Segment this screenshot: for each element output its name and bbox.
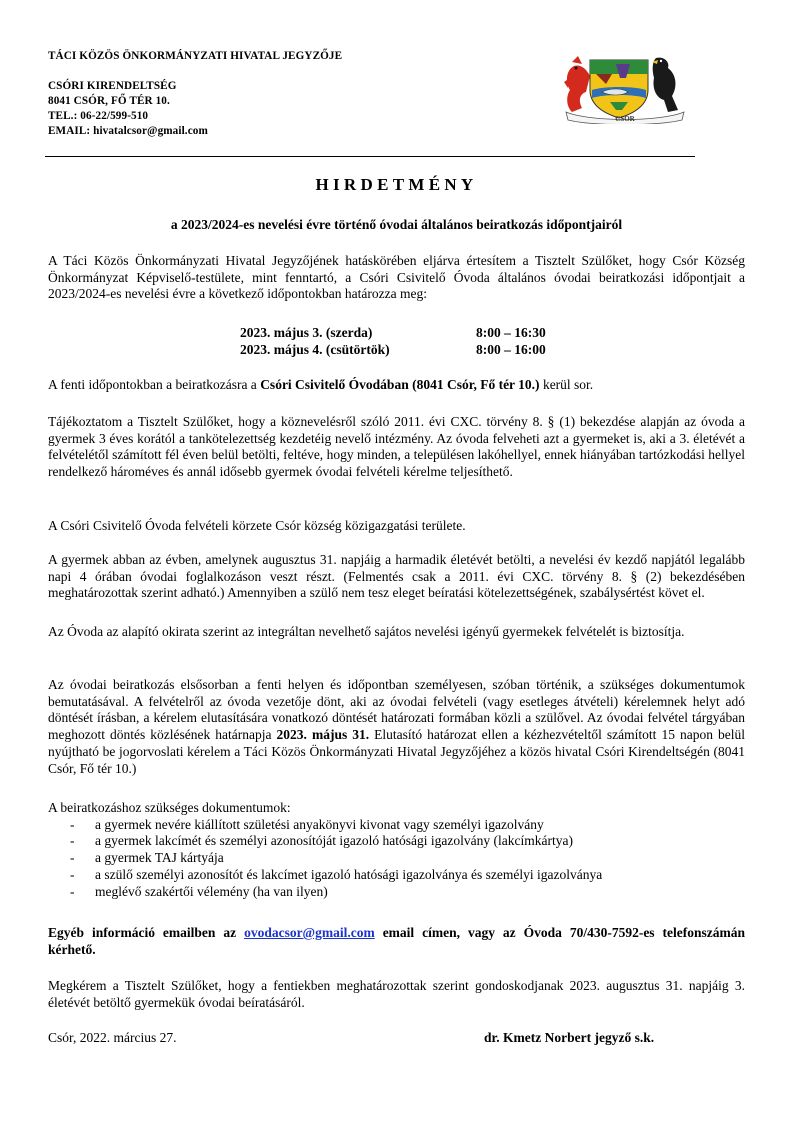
bullet-dash: -	[70, 816, 75, 832]
procedure-paragraph	[48, 677, 745, 777]
office-contact-block	[48, 79, 208, 139]
bullet-dash: -	[70, 850, 75, 866]
document-subtitle: a 2023/2024-es nevelési évre történő óvodai általános beiratkozás időpontjairól	[170, 217, 623, 232]
bullet-dash: -	[70, 866, 75, 882]
signature: dr. Kmetz Norbert jegyző s.k.	[484, 1030, 655, 1045]
branch-name: CSÓRI KIRENDELTSÉG	[48, 80, 177, 92]
schedule-date: 2023. május 4. (csütörtök)	[240, 341, 390, 357]
bullet-dash: -	[70, 883, 75, 899]
documents-heading: A beiratkozáshoz szükséges dokumentumok:	[48, 800, 291, 815]
branch-email: EMAIL: hivatalcsor@gmail.com	[48, 125, 208, 137]
raven-icon	[652, 58, 678, 112]
location-pre: A fenti időpontokban a beiratkozásra a	[48, 377, 261, 392]
list-item-text: a gyermek nevére kiállított születési anyakönyvi kivonat vagy személyi igazolvány	[95, 816, 544, 832]
info-paragraph: Tájékoztatom a Tisztelt Szülőket, hogy a köznevelésről szóló 2011. évi CXC. törvény 8. § (1) bekezdése alapján az óvoda a gyermek 3 éves korától a tankötelezettség kezdetéig nevelő intézmény. Az óvoda felveheti azt a gyermeket is, aki a 3. életévét a felvételétől számított fél éven belül betölti, feltéve, hogy minden, a településen lakóhellyel, ennek hiányában tartózkodási hellyel rendelkező hároméves és annál idősebb gyermek óvodai felvételi kérelme teljesíthető.	[48, 414, 745, 480]
contact-paragraph	[48, 925, 745, 958]
place-date: Csór, 2022. március 27.	[48, 1030, 177, 1045]
procedure-pre: Az óvodai beiratkozás elsősorban a fenti helyen és időpontban személyesen, szóban történik, a szükséges dokumentumok bemutatásával. A felvételről az óvoda vezetője dönt, aki az óvodai felvételi (vagy esetleges átvételi) kérelemnek helyt adó döntését írásban, a kérelem elutasítására vonatkozó döntését határozati formában közli a szülővel. Az óvodai felvétel tárgyában meghozott döntés közlésének határnapja	[48, 677, 745, 743]
intro-paragraph: A Táci Közös Önkormányzati Hivatal Jegyzőjének hatáskörében eljárva értesítem a Tisztelt Szülőket, hogy Csór Község Önkormányzat Képviselő-testülete, mint fenntartó, a Csóri Csivitelő Óvoda általános óvodai beiratkozási időpontjait a 2023/2024-es nevelési évre a következő időpontokban határozza meg:	[48, 253, 745, 302]
schedule-row	[240, 342, 546, 359]
location-post: kerül sor.	[539, 377, 594, 392]
schedule-time: 8:00 – 16:00	[476, 341, 546, 357]
list-item	[48, 867, 745, 884]
csor-coat-of-arms-logo	[560, 52, 690, 124]
procedure-post: Elutasító határozat ellen a kézhezvételtől számított 15 napon belül nyújtható be jogorvoslati kérelem a Táci Közös Önkormányzati Hivatal Jegyzőjéhez a közös hivatal Csóri Kirendeltségén (8041 Csór, Fő tér 10.)	[48, 727, 745, 776]
contact-pre: Egyéb információ emailben az	[48, 925, 245, 940]
obligation-paragraph: A gyermek abban az évben, amelynek augusztus 31. napjáig a harmadik életévét betölti, a nevelési év kezdő napjától legalább napi 4 órában óvodai foglalkozáson veszt részt. (Felmentés csak a 2011. évi CXC. törvény 8. § (2) bekezdésében meghatározottak szerint adható.) Amennyiben a szülő nem tesz eleget beíratási kötelezettségének, szabálysértést követ el.	[48, 552, 745, 601]
closing-paragraph: Megkérem a Tisztelt Szülőket, hogy a fentiekben meghatározottak szerint gondoskodjanak 2023. augusztus 31. napjáig 3. életévét betöltő gyermekük óvodai beíratásáról.	[48, 978, 745, 1010]
list-item-text: a szülő személyi azonosítót és lakcímet igazoló hatósági igazolványa és személyi igazolványa	[95, 866, 603, 882]
procedure-deadline: 2023. május 31.	[276, 727, 370, 743]
document-title: HIRDETMÉNY	[315, 175, 478, 194]
location-paragraph	[48, 377, 745, 394]
schedule-table	[240, 325, 546, 358]
list-item	[48, 817, 745, 834]
griffin-icon	[564, 56, 590, 112]
list-item-text: a gyermek TAJ kártyája	[95, 850, 224, 866]
list-item	[48, 884, 745, 901]
list-item-text: meglévő szakértői vélemény (ha van ilyen)	[95, 883, 328, 899]
branch-phone: TEL.: 06-22/599-510	[48, 110, 149, 122]
schedule-date: 2023. május 3. (szerda)	[240, 325, 373, 340]
contact-email-link[interactable]: ovodacsor@gmail.com	[244, 925, 375, 940]
list-item-text: a gyermek lakcímét és személyi azonosítóját igazoló hatósági igazolvány (lakcímkártya)	[95, 833, 573, 849]
list-item	[48, 850, 745, 867]
list-item	[48, 833, 745, 850]
location-place: Csóri Csivitelő Óvodában (8041 Csór, Fő tér 10.)	[260, 377, 540, 392]
shield-icon	[590, 60, 648, 118]
crest-banner-text: CSÓR	[615, 115, 635, 123]
integration-paragraph: Az Óvoda az alapító okirata szerint az integráltan nevelhető sajátos nevelési igényű gyermekek felvételét is biztosítja.	[48, 624, 685, 639]
documents-list	[48, 800, 745, 900]
schedule-time: 8:00 – 16:30	[476, 325, 546, 340]
branch-address: 8041 CSÓR, FŐ TÉR 10.	[48, 95, 170, 107]
contact-post: email címen, vagy az Óvoda 70/430-7592-es telefonszámán kérhető.	[48, 925, 745, 957]
schedule-row	[240, 325, 546, 342]
office-name: TÁCI KÖZÖS ÖNKORMÁNYZATI HIVATAL JEGYZŐJE	[48, 50, 343, 62]
header-divider	[45, 156, 695, 157]
district-paragraph: A Csóri Csivitelő Óvoda felvételi körzete Csór község közigazgatási területe.	[48, 518, 466, 533]
bullet-dash: -	[70, 833, 75, 849]
